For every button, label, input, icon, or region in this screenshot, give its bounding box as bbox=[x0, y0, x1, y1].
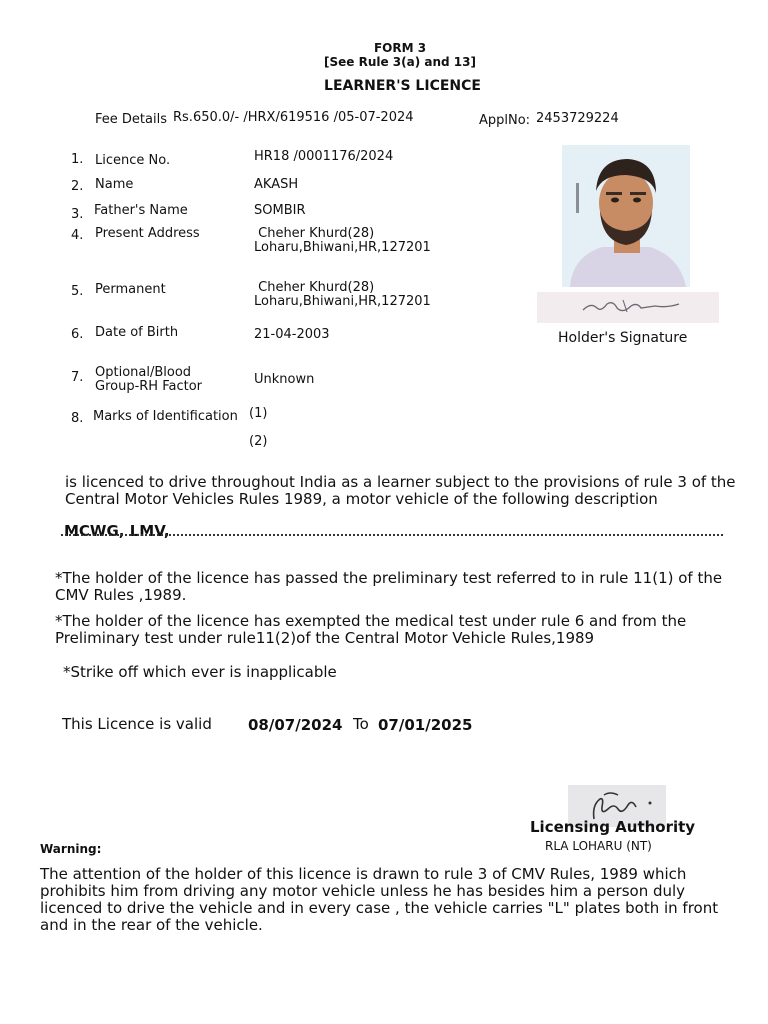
field-label-present-address: Present Address bbox=[95, 226, 200, 241]
vehicle-classes: MCWG, LMV, bbox=[64, 522, 170, 540]
field-value-permanent-address-line1: Cheher Khurd(28) bbox=[254, 280, 375, 295]
field-value-permanent-address-line2: Loharu,Bhiwani,HR,127201 bbox=[254, 294, 431, 309]
field-value-licence-no: HR18 /0001176/2024 bbox=[254, 149, 394, 164]
dotted-divider bbox=[61, 534, 723, 536]
field-value-name: AKASH bbox=[254, 177, 299, 192]
valid-to-date: 07/01/2025 bbox=[378, 716, 473, 734]
identification-mark-2: (2) bbox=[249, 434, 268, 449]
holder-signature-image bbox=[537, 292, 719, 323]
appl-value: 2453729224 bbox=[536, 111, 619, 126]
field-value-date-of-birth: 21-04-2003 bbox=[254, 327, 330, 342]
valid-from-date: 08/07/2024 bbox=[248, 716, 343, 734]
field-number: 7. bbox=[71, 370, 84, 385]
validity-to-label: To bbox=[353, 715, 369, 733]
field-number: 8. bbox=[71, 411, 84, 426]
field-number: 5. bbox=[71, 284, 84, 299]
fee-label: Fee Details bbox=[95, 112, 167, 127]
field-value-present-address-line2: Loharu,Bhiwani,HR,127201 bbox=[254, 240, 431, 255]
holder-photo bbox=[562, 145, 690, 287]
holder-signature-label: Holder's Signature bbox=[558, 330, 688, 346]
appl-label: ApplNo: bbox=[479, 113, 531, 128]
page-title: LEARNER'S LICENCE bbox=[324, 78, 481, 94]
field-label-fathers-name: Father's Name bbox=[94, 203, 188, 218]
field-label-marks-of-identification: Marks of Identification bbox=[93, 409, 238, 424]
person-photo-icon bbox=[562, 145, 690, 287]
field-number: 6. bbox=[71, 327, 84, 342]
field-number: 4. bbox=[71, 228, 84, 243]
field-label-permanent-address: Permanent bbox=[95, 282, 166, 297]
rule-reference: [See Rule 3(a) and 13] bbox=[324, 55, 476, 69]
identification-mark-1: (1) bbox=[249, 406, 268, 421]
field-label-blood-group-line2: Group-RH Factor bbox=[95, 379, 203, 394]
note-strike-off: *Strike off which ever is inapplicable bbox=[63, 663, 337, 681]
licence-description: is licenced to drive throughout India as a learner subject to the provisions of rule 3 of the Central Motor Vehicles Rules 1989, a motor vehicle of the following description bbox=[65, 473, 736, 508]
fee-value: Rs.650.0/- /HRX/619516 /05-07-2024 bbox=[173, 110, 414, 125]
field-value-blood-group: Unknown bbox=[254, 372, 315, 387]
field-label-licence-no: Licence No. bbox=[95, 153, 171, 168]
signature-icon bbox=[537, 292, 719, 323]
note-medical-exemption: *The holder of the licence has exempted the medical test under rule 6 and from the Preliminary test under rule11(2)of the Central Motor Vehicle Rules,1989 bbox=[55, 612, 687, 647]
field-value-present-address-line1: Cheher Khurd(28) bbox=[254, 226, 375, 241]
field-label-name: Name bbox=[95, 177, 134, 192]
validity-label: This Licence is valid bbox=[62, 715, 212, 733]
licensing-authority-office: RLA LOHARU (NT) bbox=[545, 839, 652, 853]
field-number: 3. bbox=[71, 207, 84, 222]
form-number: FORM 3 bbox=[373, 41, 427, 55]
field-label-blood-group-line1: Optional/Blood bbox=[95, 365, 192, 380]
field-value-fathers-name: SOMBIR bbox=[254, 203, 306, 218]
warning-text: The attention of the holder of this licence is drawn to rule 3 of CMV Rules, 1989 which prohibits him from driving any motor vehicle unless he has besides him a person duly licenced to drive the vehicle and in every case , the vehicle carries "L" plates both in front and in the rear of the vehicle. bbox=[40, 865, 719, 934]
field-number: 1. bbox=[71, 152, 84, 167]
field-number: 2. bbox=[71, 179, 84, 194]
licensing-authority-title: Licensing Authority bbox=[530, 818, 696, 836]
field-label-date-of-birth: Date of Birth bbox=[95, 325, 179, 340]
warning-label: Warning: bbox=[40, 842, 102, 856]
note-preliminary-test: *The holder of the licence has passed the preliminary test referred to in rule 11(1) of the CMV Rules ,1989. bbox=[55, 569, 723, 604]
